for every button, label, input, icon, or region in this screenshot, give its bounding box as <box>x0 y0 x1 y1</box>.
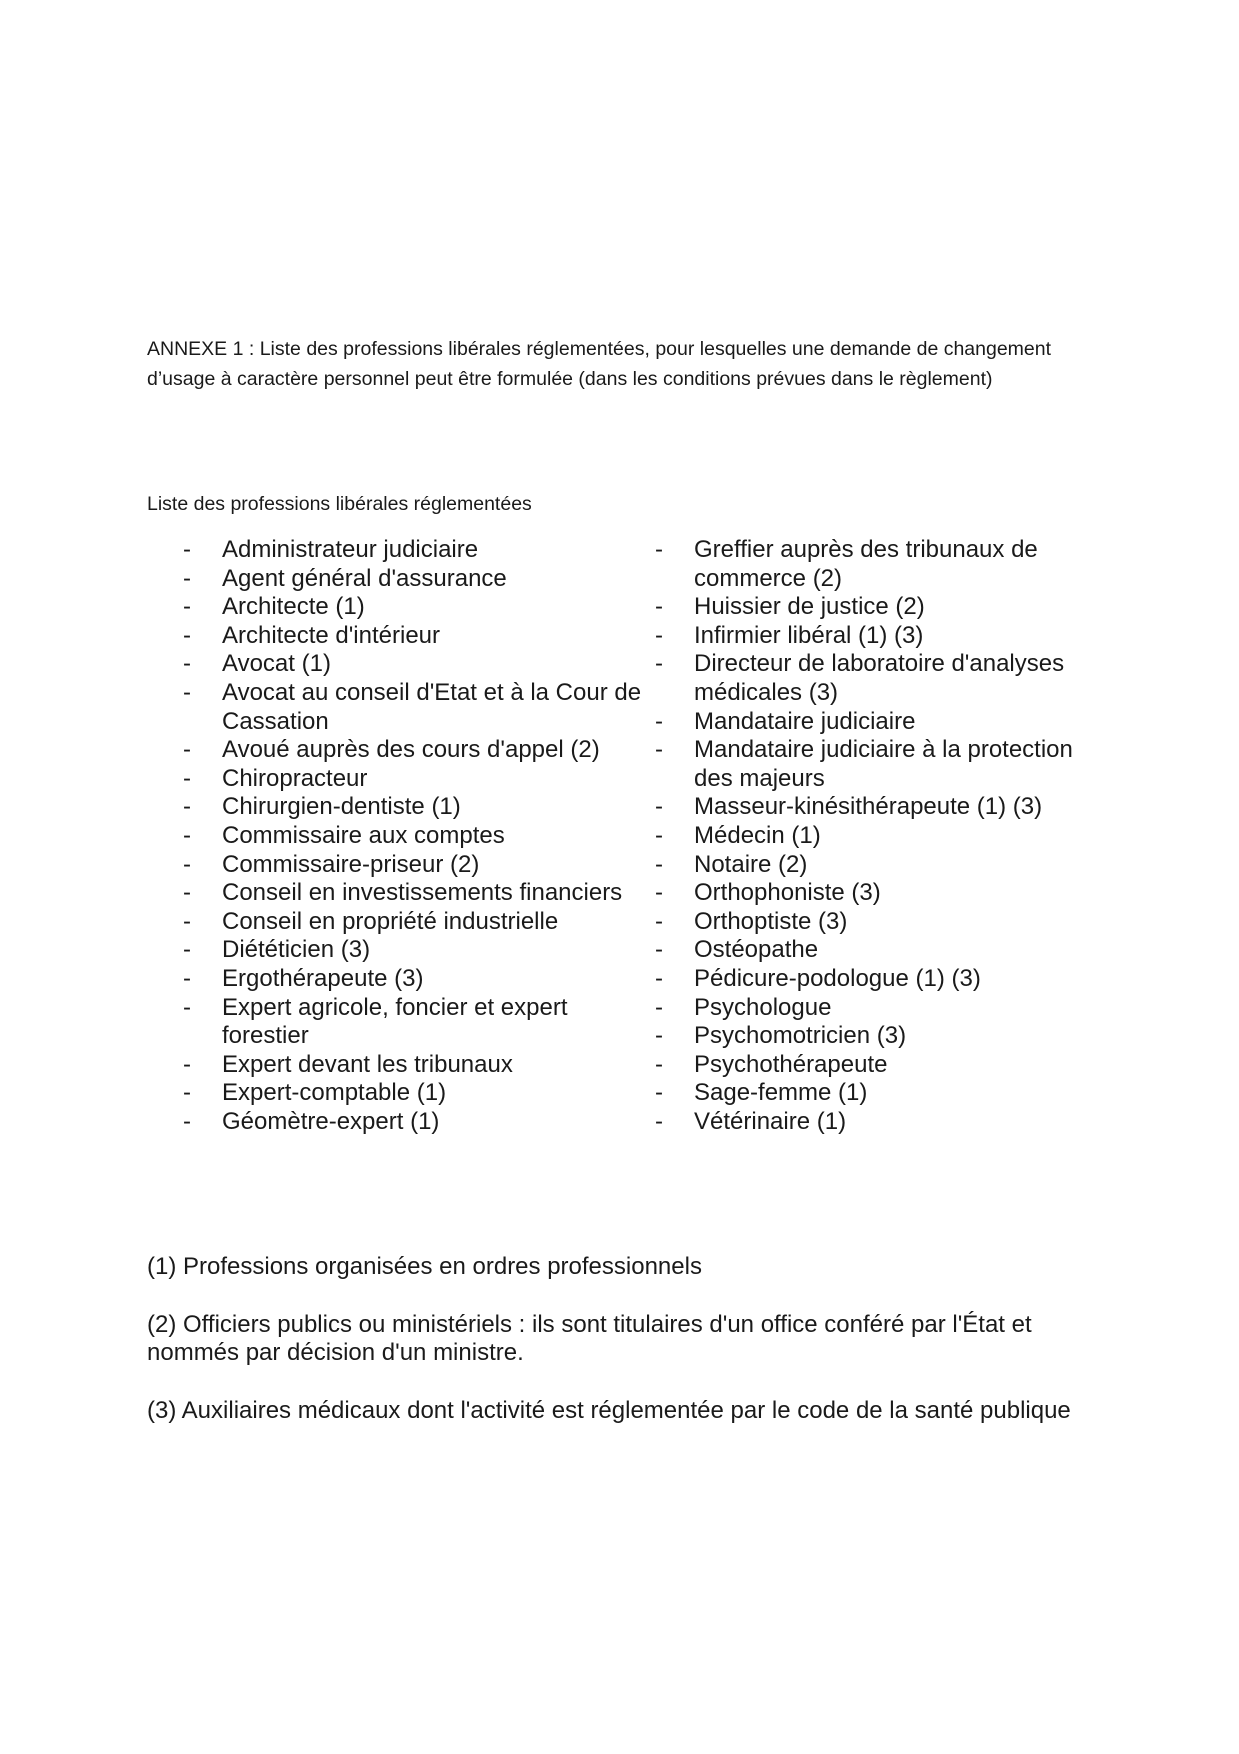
profession-name: Ergothérapeute (3) <box>222 964 424 992</box>
list-item <box>183 851 643 880</box>
list-item <box>655 536 1105 593</box>
list-item <box>183 908 643 937</box>
footnotes <box>147 1253 1107 1454</box>
annex-intro-paragraph: ANNEXE 1 : Liste des professions libérales réglementées, pour lesquelles une demande de changement d’usage à caractère personnel peut être formulée (dans les conditions prévues dans le règlement) <box>147 338 1052 390</box>
profession-name: Chiropracteur <box>222 764 368 792</box>
profession-name: Avocat (1) <box>222 650 331 678</box>
list-bullet: - <box>183 593 191 621</box>
list-item <box>183 822 643 851</box>
list-item <box>183 765 643 794</box>
professions-list-right <box>655 536 1105 1136</box>
list-bullet: - <box>655 964 663 992</box>
footnote-2: (2) Officiers publics ou ministériels : ils sont titulaires d'un office conféré par l'État et nommés par décision d'un ministre. <box>147 1310 1032 1367</box>
profession-name: Ostéopathe <box>694 936 819 964</box>
list-bullet: - <box>183 821 191 849</box>
list-item <box>655 736 1105 793</box>
list-item <box>655 650 1105 707</box>
list-item <box>183 650 643 679</box>
list-item <box>183 793 643 822</box>
list-bullet: - <box>183 879 191 907</box>
profession-name: Sage-femme (1) <box>694 1079 868 1107</box>
list-item <box>183 593 643 622</box>
list-bullet: - <box>655 850 663 878</box>
list-item <box>183 1051 643 1080</box>
profession-name: Géomètre-expert (1) <box>222 1107 440 1135</box>
profession-name: Orthophoniste (3) <box>694 879 881 907</box>
list-item <box>655 936 1105 965</box>
list-bullet: - <box>655 821 663 849</box>
list-item <box>655 1051 1105 1080</box>
list-bullet: - <box>183 564 191 592</box>
profession-name: Psychomotricien (3) <box>694 1022 907 1050</box>
list-item <box>655 822 1105 851</box>
list-bullet: - <box>655 536 663 563</box>
list-bullet: - <box>183 650 191 678</box>
list-bullet: - <box>655 1079 663 1107</box>
list-bullet: - <box>183 793 191 821</box>
list-item <box>655 965 1105 994</box>
list-item <box>183 622 643 651</box>
profession-name: Commissaire aux comptes <box>222 821 505 849</box>
list-bullet: - <box>183 678 191 706</box>
list-bullet: - <box>183 1050 191 1078</box>
profession-name: Diététicien (3) <box>222 936 371 964</box>
list-item <box>655 994 1105 1023</box>
footnote-1: (1) Professions organisées en ordres professionnels <box>147 1253 702 1280</box>
list-item <box>183 994 643 1051</box>
list-bullet: - <box>183 1107 191 1135</box>
profession-name: Avoué auprès des cours d'appel (2) <box>222 736 600 764</box>
list-item <box>655 908 1105 937</box>
list-bullet: - <box>655 879 663 907</box>
list-bullet: - <box>655 1050 663 1078</box>
list-item <box>655 879 1105 908</box>
profession-name: Huissier de justice (2) <box>694 593 925 621</box>
list-bullet: - <box>183 993 191 1021</box>
list-item <box>183 536 643 565</box>
list-bullet: - <box>655 936 663 964</box>
profession-name: Médecin (1) <box>694 821 821 849</box>
profession-name: Conseil en propriété industrielle <box>222 907 559 935</box>
list-item <box>183 936 643 965</box>
profession-name: Masseur-kinésithérapeute (1) (3) <box>694 793 1043 821</box>
profession-name: Conseil en investissements financiers <box>222 879 623 907</box>
footnote-3: (3) Auxiliaires médicaux dont l'activité est réglementée par le code de la santé publique <box>147 1396 1071 1424</box>
list-item <box>183 565 643 594</box>
list-item <box>183 679 643 736</box>
profession-name: Avocat au conseil d'Etat et à la Cour de Cassation <box>222 678 642 735</box>
profession-name: Architecte (1) <box>222 593 365 621</box>
list-item <box>655 1022 1105 1051</box>
professions-list-left <box>183 536 643 1136</box>
list-item <box>655 1108 1105 1137</box>
list-bullet: - <box>183 536 191 563</box>
list-item <box>183 879 643 908</box>
list-bullet: - <box>655 993 663 1021</box>
profession-name: Notaire (2) <box>694 850 808 878</box>
list-item <box>655 593 1105 622</box>
profession-name: Agent général d'assurance <box>222 564 507 592</box>
list-item <box>183 1079 643 1108</box>
list-bullet: - <box>655 736 663 764</box>
list-item <box>655 708 1105 737</box>
list-bullet: - <box>655 707 663 735</box>
profession-name: Architecte d'intérieur <box>222 621 441 649</box>
profession-name: Expert devant les tribunaux <box>222 1050 513 1078</box>
list-bullet: - <box>183 850 191 878</box>
profession-name: Orthoptiste (3) <box>694 907 848 935</box>
list-bullet: - <box>183 736 191 764</box>
profession-name: Infirmier libéral (1) (3) <box>694 621 924 649</box>
profession-name: Psychologue <box>694 993 832 1021</box>
list-bullet: - <box>183 907 191 935</box>
profession-name: Directeur de laboratoire d'analyses médicales (3) <box>694 650 1065 706</box>
list-heading: Liste des professions libérales réglementées <box>147 493 532 515</box>
profession-name: Vétérinaire (1) <box>694 1107 847 1135</box>
list-bullet: - <box>655 907 663 935</box>
list-bullet: - <box>183 1079 191 1107</box>
profession-name: Administrateur judiciaire <box>222 536 479 563</box>
list-item <box>183 965 643 994</box>
list-bullet: - <box>183 621 191 649</box>
profession-name: Expert agricole, foncier et expert forestier <box>222 993 568 1050</box>
profession-name: Pédicure-podologue (1) (3) <box>694 964 981 992</box>
profession-name: Psychothérapeute <box>694 1050 888 1078</box>
list-item <box>655 622 1105 651</box>
profession-name: Mandataire judiciaire <box>694 707 916 735</box>
list-bullet: - <box>655 593 663 621</box>
list-item <box>655 1079 1105 1108</box>
profession-name: Chirurgien-dentiste (1) <box>222 793 461 821</box>
list-bullet: - <box>655 793 663 821</box>
list-item <box>183 736 643 765</box>
list-item <box>655 851 1105 880</box>
list-bullet: - <box>655 1022 663 1050</box>
list-bullet: - <box>183 964 191 992</box>
list-bullet: - <box>183 764 191 792</box>
profession-name: Commissaire-priseur (2) <box>222 850 480 878</box>
list-bullet: - <box>655 621 663 649</box>
profession-name: Greffier auprès des tribunaux de commerce (2) <box>694 536 1038 592</box>
list-bullet: - <box>655 650 663 678</box>
list-bullet: - <box>655 1107 663 1135</box>
profession-name: Mandataire judiciaire à la protection des majeurs <box>694 736 1073 792</box>
list-item <box>655 793 1105 822</box>
list-bullet: - <box>183 936 191 964</box>
profession-name: Expert-comptable (1) <box>222 1079 447 1107</box>
list-item <box>183 1108 643 1137</box>
